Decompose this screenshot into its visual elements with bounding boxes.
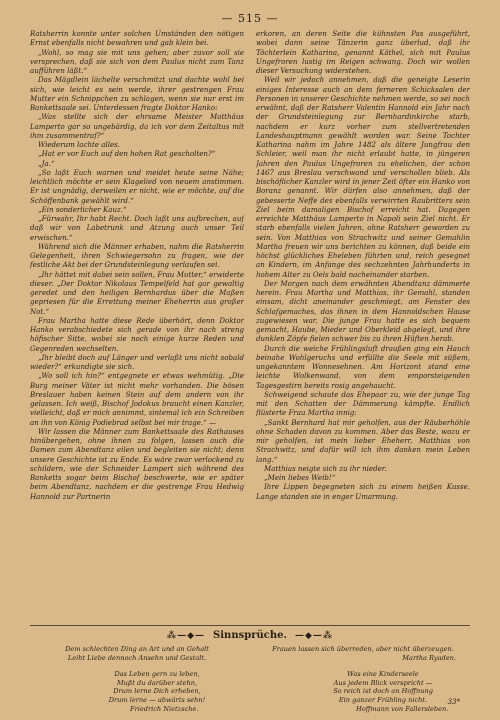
paragraph: Das Mägdlein lächelte verschmitzt und dachte wohl bei sich, wie leicht es sein werde, ihrer gestrengen Frau Mutter ein Schnippchen zu schlagen, wenn sie nur erst im Bankettsaale sei. Unterdessen fragte Doktor Hanko: bbox=[30, 75, 244, 112]
paragraph: Ihre Lippen begegneten sich zu einem heißen Kusse. Lange standen sie in enger Umarmung. bbox=[256, 482, 470, 501]
story-columns bbox=[30, 29, 470, 619]
verse-line: Drum lerne Dich erheben, bbox=[113, 687, 201, 696]
page-number: — 515 — bbox=[221, 12, 279, 25]
paragraph: „So laßt Euch warnen und meidet heute seine Nähe; leichtlich möchte er sein Klagelied von neuem anstimmen. Er ist ungnädig, derweilen er nicht, wie er möchte, auf die Schöffenbank gewählt wird.“ bbox=[30, 167, 244, 205]
verse-line: Aus jedem Blick verspricht — bbox=[333, 678, 433, 687]
paragraph: Ratsherrin konnte unter solchen Umständen den nötigen Ernst ebenfalls nicht bewahren und gab klein bei. bbox=[30, 29, 244, 48]
author: Friedrich Nietzsche. bbox=[130, 704, 199, 713]
paragraph: „Ihr bleibt doch auf Länger und verlaßt uns nicht sobald wieder?“ erkundigte sie sich. bbox=[30, 352, 244, 371]
paragraph: „Ein sonderlicher Kauz.“ bbox=[38, 204, 127, 214]
sayings-row bbox=[30, 645, 470, 662]
verse-line: Das Leben gern zu leben, bbox=[114, 670, 200, 679]
paragraph: „Ja.“ bbox=[38, 158, 55, 168]
verse-line: Ein ganzer Frühling nicht. bbox=[338, 695, 428, 704]
verse-line: Was eine Kinderseele bbox=[347, 670, 419, 679]
verse-line: Drum lerne — abwärts sehn! bbox=[108, 695, 206, 704]
ornament-left-icon: ⁂—◆— bbox=[166, 630, 206, 641]
author: Martha Ryaden. bbox=[402, 653, 456, 662]
divider bbox=[30, 625, 470, 626]
poem bbox=[256, 670, 470, 713]
paragraph: „Hat er vor Euch auf den hohen Rat gescholten?“ bbox=[38, 149, 216, 159]
paragraph: Schweigend schaute das Ehepaar zu, wie der junge Tag mit den Schatten der Dämmerung kämpfte. Endlich flüsterte Frau Martha innig: bbox=[256, 389, 470, 418]
right-column bbox=[256, 29, 470, 619]
saying bbox=[256, 645, 470, 662]
paragraph: „Was stellte sich der ehrsame Meister Matthäus Lamperto gar so ungebärdig, da ich vor dem Zeitaltus mit ihm zusammentraf?“ bbox=[30, 112, 244, 140]
paragraph: „Sankt Bernhard hat mir geholfen, aus der Räuberhöhle ohne Schaden davon zu kommen. Aber das Beste, wozu er mir geholfen, ist mein lieber Eheherr, Matthias von Strachwitz, und dafür will ich ihm danken mein Leben lang.“ bbox=[256, 417, 470, 464]
author: Hoffmann von Fallersleben. bbox=[356, 704, 449, 713]
paragraph: Der Morgen nach dem erwähnten Abendtanz dämmerte herein. Frau Martha und Matthias, ihr Gemahl, standen einsam, dicht aneinander geschmiegt, am Fenster des Schlafgemaches, das ihnen in dem Hannoldschen Hause zugewiesen war. Die junge Frau hatte es sich bequem gemacht, Haube, Mieder und Oberkleid abgelegt, und ihre dunklen Zöpfe fielen schwer bis zu ihren Hüften herab. bbox=[256, 278, 470, 344]
paragraph: „Fürwahr, Ihr habt Recht. Doch laßt uns aufbrechen, auf daß wir von Labetrunk und Atzung auch unser Teil erwischen.“ bbox=[30, 214, 244, 242]
paragraph: Matthias neigte sich zu ihr nieder. bbox=[264, 463, 387, 473]
verse-line: Mußt du darüber stehn, bbox=[116, 678, 198, 687]
paragraph: Durch die weiche Frühlingsluft draußen ging ein Hauch beinahe Wohlgeruchs und erfüllte die Seele mit süßem, ungekanntem Wonnesehnen. Am Horizont stand eine leichte Wolkenwand, von dem emporsteigenden Tagesgestirn bereits rosig angehaucht. bbox=[256, 343, 470, 390]
poem bbox=[30, 670, 244, 713]
signature-mark: 33* bbox=[447, 698, 460, 706]
paragraph: erkoren, an deren Seite die kühnsten Pas ausgeführt, wobei dann seine Tänzerin ganz überlud, daß ihr Töchterlein Katharina, genannt Käthel, sich mit Paulus Ungefroren lustig im Reigen schwang. Doch wir wollen dieser Versuchung widerstehen. bbox=[256, 29, 470, 75]
poems-row bbox=[30, 662, 470, 713]
paragraph: Wir lassen die Männer zum Bankettsaale des Rathauses hinübergehen, ohne ihnen zu folgen, lassen auch die Damen zum Abendtanz eilen und begleiten sie nicht; denn unsere Geschichte ist zu Ende. Es wäre zwar verlockend zu schildern, wie der Schneider Lampert sich während des Banketts sogar beim Bischof beschwerte, wie er später beim Abendtanz, nachdem er die gestrenge Frau Hedwig Hannold zur Partnerin bbox=[30, 426, 244, 501]
verse-line: Dem schlechten Ding an Art und an Gehalt bbox=[65, 645, 209, 653]
paragraph: Weil wir jedoch annehmen, daß die geneigte Leserin einiges Interesse auch an dem ferneren Schicksalen der Personen in unserer Geschichte nehmen werde, so sei noch erwähnt, daß der Ratsherr Valentin Hannold ein Jahr nach der Grundsteinlegung zur Bernhardinkirche starb, nachdem er kurz vorher zum stellvertretenden Landeshauptmann gewählt worden war. Seine Tochter Katharina nahm im Jahre 1482 als ältere Jungfrau den Schleier, weil man ihr nicht erlaubt hatte, in jüngeren Jahren den Paulus Ungefroren zu ehelichen, der schon 1467 aus Breslau verschwand und verschollen blieb. Als bischöflicher Kanzler wird in jener Zeit öfter ein Hanko von Boranz genannt. Wir dürfen also annehmen, daß der gebesserte Neffe des ebenfalls verwirrten Raubritters sein Ziel beim damaligen Bischof erreicht hat. Dagegen erreichte Matthäus Lamperto in Napoli sein Ziel nicht. Er starb ebenfalls vielen Jahren, ohne Ratsherr geworden zu sein. Von Matthias von Strachwitz und seiner Gemahlin Martha freuen wir uns berichten zu können, daß beide ein höchst glückliches Eheleben führten und, reich gesegnet an Kindern, im Anfange des sechzehnten Jahrhunderts in hohem Alter zu Oels bald nacheinander starben. bbox=[256, 75, 470, 279]
saying bbox=[30, 645, 244, 662]
paragraph: „Wo soll ich hin?“ entgegnete er etwas wehmütig. „Die Burg meiner Väter ist nicht mehr vorhanden. Die bösen Breslauer haben keinen Stein auf dem andern von ihr gelassen. Ich weiß, Bischof Jodokus braucht einen Kanzler, vielleicht, daß er mich annimmt, sintemal ich ein Schreiben an ihn von König Podiebrad selbst bei mir trage.“ — bbox=[30, 371, 244, 427]
verse-line: So reich ist doch an Hoffnung bbox=[333, 687, 433, 696]
sinnsprueche-title: Sinnsprüche. bbox=[213, 630, 287, 641]
paragraph: Während sich die Männer erhaben, nahm die Ratsherrin Gelegenheit, ihren Schwiegersohn zu fragen, wie der festliche Akt bei der Grundsteinlegung verlaufen sei. bbox=[30, 241, 244, 270]
paragraph: „Ihr hättet mit dabei sein sollen, Frau Mutter,“ erwiderte dieser. „Der Doktor Nikolaus Tempelfeld hat gar gewaltig geredet und den heiligen Bernhardus über die Maßen gepriesen für die Errettung meiner Eheherrin aus großer Not.“ bbox=[30, 269, 244, 316]
paragraph: Frau Martha hatte diese Rede überhört, denn Doktor Hanko verabschiedete sich gerade von ihr nach streng höfischer Sitte, wobei sie noch einige kurze Reden und Gegenreden wechselten. bbox=[30, 315, 244, 353]
paragraph: „Mein liebes Weib!“ bbox=[264, 473, 336, 482]
paragraph: Wiederum lachte alles. bbox=[38, 140, 120, 149]
ornament-right-icon: —◆—⁂ bbox=[294, 630, 334, 641]
left-column bbox=[30, 29, 244, 619]
verse-line: Leiht Liebe dennoch Ansehn und Gestalt. bbox=[67, 653, 207, 662]
verse-line: Frauen lassen sich überreden, aber nicht überzeugen. bbox=[272, 645, 454, 653]
paragraph: „Wohl, so mag sie mit uns gehen; aber zuvor soll sie versprechen, daß sie sich von dem Paulus nicht zum Tanz aufführen läßt.“ bbox=[30, 47, 244, 75]
sinnsprueche-header bbox=[30, 630, 470, 641]
